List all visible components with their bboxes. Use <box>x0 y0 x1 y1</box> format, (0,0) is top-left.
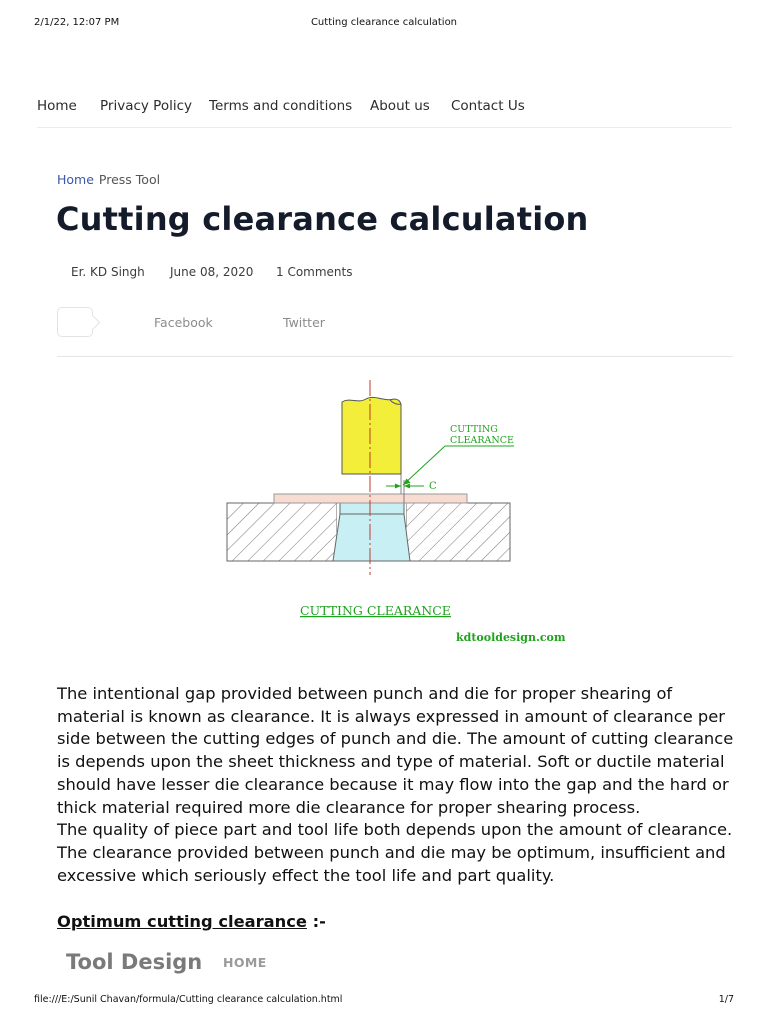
callout-label-line2: CLEARANCE <box>450 435 514 446</box>
die-land <box>340 503 404 514</box>
section-heading-suffix: :- <box>306 912 326 931</box>
diagram-svg <box>200 375 580 655</box>
article-body <box>57 683 737 887</box>
print-datetime: 2/1/22, 12:07 PM <box>34 17 120 28</box>
post-comments-link[interactable]: 1 Comments <box>276 265 353 279</box>
breadcrumb <box>57 172 160 187</box>
page-title: Cutting clearance calculation <box>56 200 589 238</box>
print-url: file:///E:/Sunil Chavan/formula/Cutting clearance calculation.html <box>34 994 343 1005</box>
nav-terms-link[interactable]: Terms and conditions <box>209 98 353 114</box>
figure-watermark: kdtooldesign.com <box>456 631 566 644</box>
die-opening <box>333 514 410 561</box>
print-header <box>0 17 768 31</box>
breadcrumb-home-link[interactable]: Home <box>57 172 94 187</box>
section-heading <box>57 912 326 931</box>
callout-label-line1: CUTTING <box>450 424 498 435</box>
share-twitter-button[interactable]: Twitter <box>283 315 325 330</box>
share-bar <box>57 307 733 357</box>
body-paragraph: The quality of piece part and tool life both depends upon the amount of clearance. The clearance provided between punch and die may be optimum, insufficient and excessive which seriously effect the tool life and part quality. <box>57 820 733 885</box>
nav-contact-link[interactable]: Contact Us <box>451 98 525 114</box>
section-heading-text: Optimum cutting clearance <box>57 912 307 931</box>
breadcrumb-category-link[interactable]: Press Tool <box>98 172 161 187</box>
top-navigation <box>37 98 732 128</box>
share-facebook-button[interactable]: Facebook <box>154 315 213 330</box>
site-brand[interactable]: Tool Design <box>66 950 203 974</box>
bottom-home-link[interactable]: HOME <box>223 955 267 970</box>
post-date: June 08, 2020 <box>170 265 254 279</box>
post-author[interactable]: Er. KD Singh <box>71 265 145 279</box>
clearance-c-label: C <box>429 481 437 492</box>
punch <box>342 397 401 474</box>
nav-home-link[interactable]: Home <box>37 98 77 114</box>
cutting-clearance-diagram <box>200 375 580 655</box>
die-block-right <box>406 503 510 561</box>
nav-privacy-policy-link[interactable]: Privacy Policy <box>100 98 193 114</box>
die-block-left <box>227 503 337 561</box>
share-count-box <box>57 307 93 337</box>
print-title: Cutting clearance calculation <box>310 17 458 28</box>
print-footer <box>0 994 768 1008</box>
nav-about-link[interactable]: About us <box>370 98 430 114</box>
print-page-number: 1/7 <box>718 994 734 1005</box>
body-paragraph: The intentional gap provided between punch and die for proper shearing of material is known as clearance. It is always expressed in amount of clearance per side between the cutting edges of punch and die. The amount of cutting clearance is depends upon the sheet thickness and type of material. Soft or ductile material should have lesser die clearance because it may flow into the gap and the hard or thick material required more die clearance for proper shearing process. <box>57 684 734 817</box>
figure-caption: CUTTING CLEARANCE <box>300 603 451 618</box>
